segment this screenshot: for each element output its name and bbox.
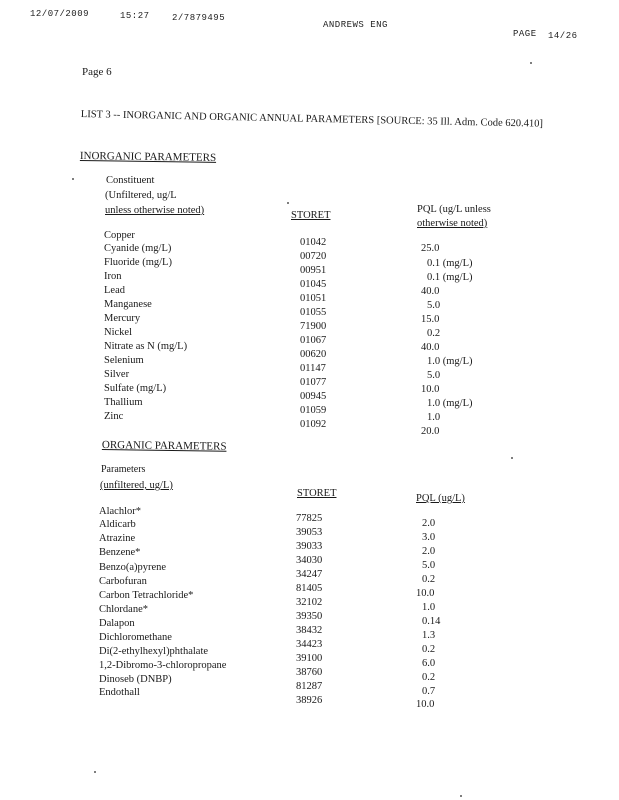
organic-name: Carbon Tetrachloride* bbox=[99, 590, 194, 601]
organic-pql: 10.0 bbox=[416, 588, 435, 599]
organic-name: Carbofuran bbox=[99, 576, 147, 587]
scan-speck bbox=[530, 62, 532, 64]
organic-name: Di(2-ethylhexyl)phthalate bbox=[99, 646, 209, 657]
inorganic-storet: 00945 bbox=[300, 391, 327, 402]
scan-speck bbox=[460, 795, 462, 797]
organic-storet: 38432 bbox=[296, 625, 323, 636]
inorganic-name: Mercury bbox=[104, 313, 141, 324]
inorganic-name: Zinc bbox=[104, 411, 124, 422]
organic-pql: 0.14 bbox=[422, 616, 441, 627]
constituent-header-2: (Unfiltered, ug/L bbox=[105, 190, 177, 201]
inorganic-heading: INORGANIC PARAMETERS bbox=[79, 150, 217, 164]
organic-pql: 0.2 bbox=[422, 574, 436, 585]
organic-storet: 34030 bbox=[296, 555, 323, 566]
organic-pql: 1.3 bbox=[422, 630, 436, 641]
fax-number: 2/7879495 bbox=[172, 13, 226, 23]
inorganic-name: Silver bbox=[104, 369, 130, 380]
scan-speck bbox=[511, 457, 513, 459]
inorganic-pql: 20.0 bbox=[421, 426, 440, 437]
inorganic-name: Thallium bbox=[104, 397, 143, 408]
doc-page-number: Page 6 bbox=[82, 66, 112, 78]
inorganic-pql: 40.0 bbox=[421, 342, 440, 353]
inorganic-name: Copper bbox=[104, 230, 135, 241]
organic-param-header-2: (unfiltered, ug/L) bbox=[100, 480, 173, 491]
organic-pql: 0.2 bbox=[422, 672, 436, 683]
scan-speck bbox=[287, 202, 289, 204]
organic-pql: 3.0 bbox=[422, 532, 436, 543]
inorganic-name: Selenium bbox=[104, 355, 144, 366]
organic-pql-header: PQL (ug/L) bbox=[416, 493, 465, 504]
inorganic-pql: 1.0 bbox=[427, 412, 441, 423]
inorganic-pql: 15.0 bbox=[421, 314, 440, 325]
inorganic-storet: 00620 bbox=[300, 349, 327, 360]
organic-pql: 1.0 bbox=[422, 602, 436, 613]
inorganic-name: Iron bbox=[104, 271, 122, 282]
organic-storet: 34423 bbox=[296, 639, 323, 650]
inorganic-storet: 01045 bbox=[300, 279, 327, 290]
inorganic-pql-header-2: otherwise noted) bbox=[417, 218, 488, 229]
organic-storet-header: STORET bbox=[297, 488, 337, 499]
list-title: LIST 3 -- INORGANIC AND ORGANIC ANNUAL PARAMETERS [SOURCE: 35 Ill. Adm. Code 620.410] bbox=[80, 108, 544, 130]
inorganic-storet: 71900 bbox=[300, 321, 327, 332]
inorganic-pql: 0.2 bbox=[427, 328, 441, 339]
inorganic-name: Sulfate (mg/L) bbox=[104, 383, 167, 394]
fax-page-number: 14/26 bbox=[548, 31, 578, 41]
inorganic-storet: 01051 bbox=[300, 293, 327, 304]
inorganic-pql: 1.0 (mg/L) bbox=[427, 356, 473, 367]
organic-storet: 77825 bbox=[296, 513, 323, 524]
organic-storet: 81405 bbox=[296, 583, 323, 594]
inorganic-storet: 00951 bbox=[300, 265, 327, 276]
inorganic-pql: 5.0 bbox=[427, 300, 441, 311]
inorganic-pql: 10.0 bbox=[421, 384, 440, 395]
organic-pql: 6.0 bbox=[422, 658, 436, 669]
inorganic-storet: 01042 bbox=[300, 237, 327, 248]
organic-name: Alachlor* bbox=[99, 506, 141, 517]
fax-page-label: PAGE bbox=[513, 29, 537, 39]
organic-name: Benzene* bbox=[99, 547, 141, 558]
organic-storet: 32102 bbox=[296, 597, 323, 608]
inorganic-storet-header: STORET bbox=[291, 210, 331, 221]
inorganic-storet: 01147 bbox=[300, 363, 326, 374]
inorganic-name: Nitrate as N (mg/L) bbox=[104, 341, 188, 352]
scan-speck bbox=[94, 771, 96, 773]
inorganic-pql: 25.0 bbox=[421, 243, 440, 254]
organic-name: 1,2-Dibromo-3-chloropropane bbox=[99, 660, 227, 671]
inorganic-pql-header-1: PQL (ug/L unless bbox=[417, 204, 491, 215]
organic-name: Aldicarb bbox=[99, 519, 136, 530]
organic-storet: 39053 bbox=[296, 527, 323, 538]
fax-date: 12/07/2009 bbox=[30, 9, 90, 19]
inorganic-storet: 01092 bbox=[300, 419, 327, 430]
organic-name: Benzo(a)pyrene bbox=[99, 562, 167, 573]
inorganic-pql: 0.1 (mg/L) bbox=[427, 272, 473, 283]
inorganic-storet: 01077 bbox=[300, 377, 327, 388]
inorganic-pql: 1.0 (mg/L) bbox=[427, 398, 473, 409]
inorganic-storet: 00720 bbox=[300, 251, 327, 262]
constituent-header-3: unless otherwise noted) bbox=[105, 205, 205, 216]
inorganic-name: Fluoride (mg/L) bbox=[104, 257, 172, 268]
inorganic-name: Manganese bbox=[104, 299, 152, 310]
organic-pql: 10.0 bbox=[416, 699, 435, 710]
fax-time: 15:27 bbox=[120, 11, 150, 21]
organic-name: Chlordane* bbox=[99, 604, 148, 615]
constituent-header-1: Constituent bbox=[106, 175, 155, 186]
inorganic-storet: 01067 bbox=[300, 335, 327, 346]
inorganic-pql: 40.0 bbox=[421, 286, 440, 297]
organic-name: Dinoseb (DNBP) bbox=[99, 674, 172, 685]
organic-storet: 81287 bbox=[296, 681, 323, 692]
organic-param-header-1: Parameters bbox=[101, 464, 146, 475]
scan-speck bbox=[72, 178, 74, 180]
organic-name: Atrazine bbox=[99, 533, 136, 544]
organic-pql: 0.7 bbox=[422, 686, 436, 697]
organic-name: Endothall bbox=[99, 687, 140, 698]
inorganic-storet: 01059 bbox=[300, 405, 327, 416]
organic-storet: 39033 bbox=[296, 541, 323, 552]
organic-storet: 38926 bbox=[296, 695, 323, 706]
organic-pql: 2.0 bbox=[422, 546, 436, 557]
organic-pql: 0.2 bbox=[422, 644, 436, 655]
organic-storet: 39350 bbox=[296, 611, 323, 622]
inorganic-name: Lead bbox=[104, 285, 125, 296]
inorganic-name: Nickel bbox=[104, 327, 132, 338]
inorganic-pql: 5.0 bbox=[427, 370, 441, 381]
organic-storet: 38760 bbox=[296, 667, 323, 678]
organic-name: Dichloromethane bbox=[99, 632, 172, 643]
organic-name: Dalapon bbox=[99, 618, 135, 629]
inorganic-pql: 0.1 (mg/L) bbox=[427, 258, 473, 269]
inorganic-name: Cyanide (mg/L) bbox=[104, 243, 172, 254]
organic-pql: 2.0 bbox=[422, 518, 436, 529]
inorganic-storet: 01055 bbox=[300, 307, 327, 318]
organic-heading: ORGANIC PARAMETERS bbox=[101, 439, 227, 453]
fax-sender: ANDREWS ENG bbox=[323, 20, 388, 30]
organic-pql: 5.0 bbox=[422, 560, 436, 571]
organic-storet: 34247 bbox=[296, 569, 323, 580]
organic-storet: 39100 bbox=[296, 653, 323, 664]
